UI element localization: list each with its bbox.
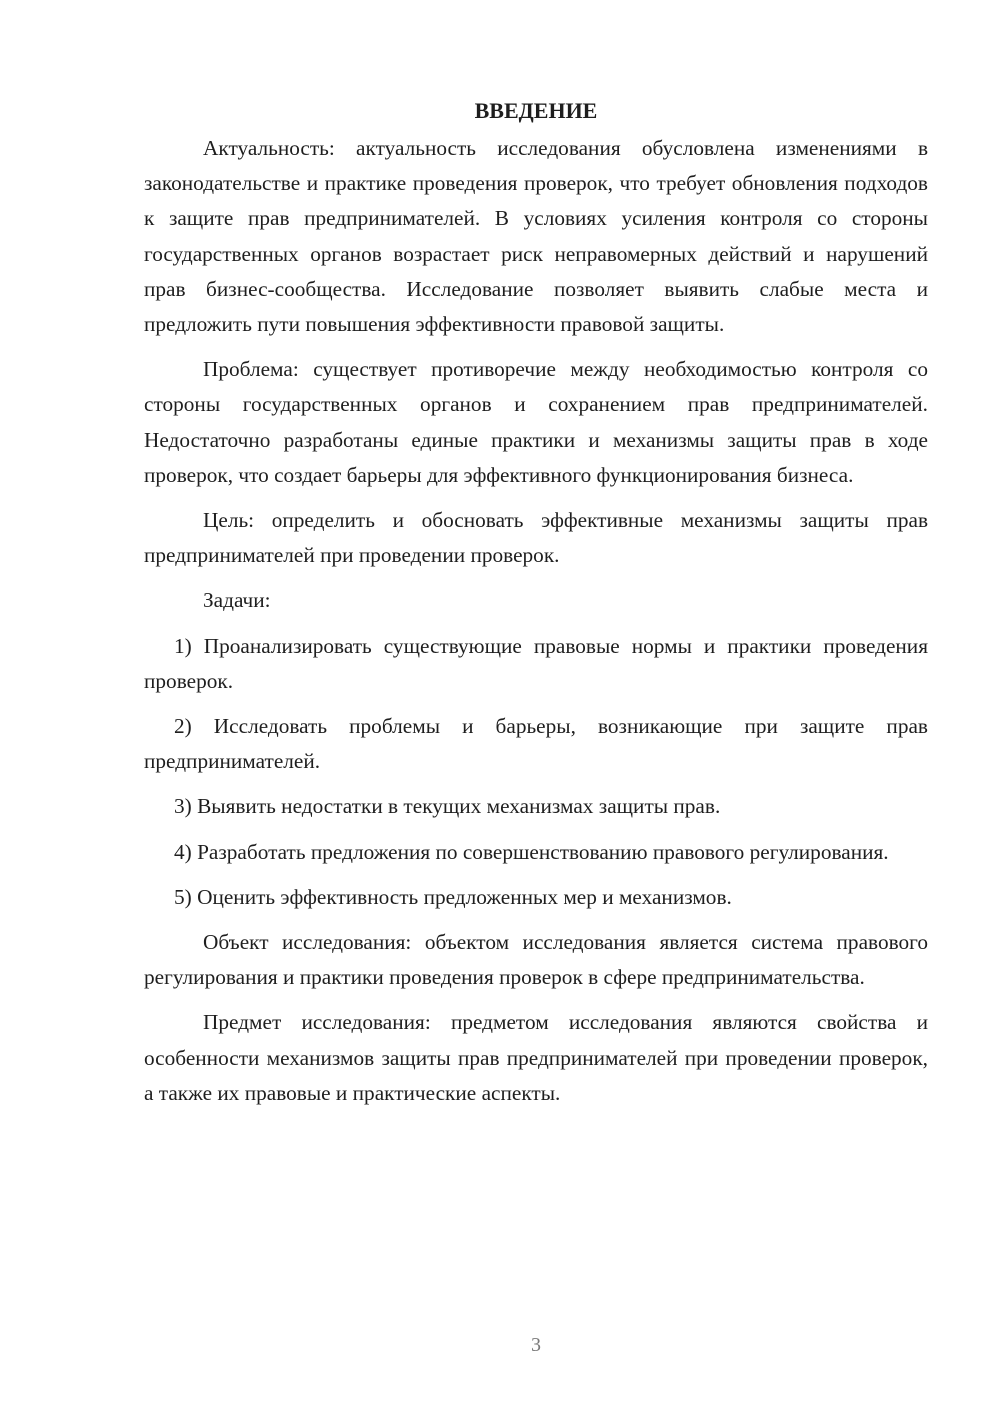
page-content xyxy=(144,95,928,1121)
page-number: 3 xyxy=(531,1334,541,1356)
task-item-1: 1) Проанализировать существующие правовые нормы и практики проведения проверок. xyxy=(144,633,928,693)
paragraph-goal: Цель: определить и обосновать эффективные механизмы защиты прав предпринимателей при проведении проверок. xyxy=(144,508,928,568)
task-item-3: 3) Выявить недостатки в текущих механизмах защиты прав. xyxy=(174,794,721,819)
paragraph-problem: Проблема: существует противоречие между необходимостью контроля со стороны государственных органов и сохранением прав предпринимателей. Недостаточно разработаны единые практики и механизмы защиты прав в ходе проверок, что создает барьеры для эффективного функционирования бизнеса. xyxy=(144,357,928,487)
tasks-heading: Задачи: xyxy=(203,588,271,613)
paragraph-actuality: Актуальность: актуальность исследования обусловлена изменениями в законодательстве и практике проведения проверок, что требует обновления подходов к защите прав предпринимателей. В условиях усиления контроля со стороны государственных органов возрастает риск неправомерных действий и нарушений прав бизнес-сообщества. Исследование позволяет выявить слабые места и предложить пути повышения эффективности правовой защиты. xyxy=(144,136,928,337)
paragraph-object: Объект исследования: объектом исследования является система правового регулирования и практики проведения проверок в сфере предпринимательства. xyxy=(144,930,928,990)
task-item-5: 5) Оценить эффективность предложенных мер и механизмов. xyxy=(174,884,732,909)
task-item-2: 2) Исследовать проблемы и барьеры, возникающие при защите прав предпринимателей. xyxy=(144,714,928,774)
paragraph-subject: Предмет исследования: предметом исследования являются свойства и особенности механизмов защиты прав предпринимателей при проведении проверок, а также их правовые и практические аспекты. xyxy=(144,1010,928,1105)
task-item-4: 4) Разработать предложения по совершенствованию правового регулирования. xyxy=(174,839,889,864)
section-title: ВВЕДЕНИЕ xyxy=(474,98,598,123)
